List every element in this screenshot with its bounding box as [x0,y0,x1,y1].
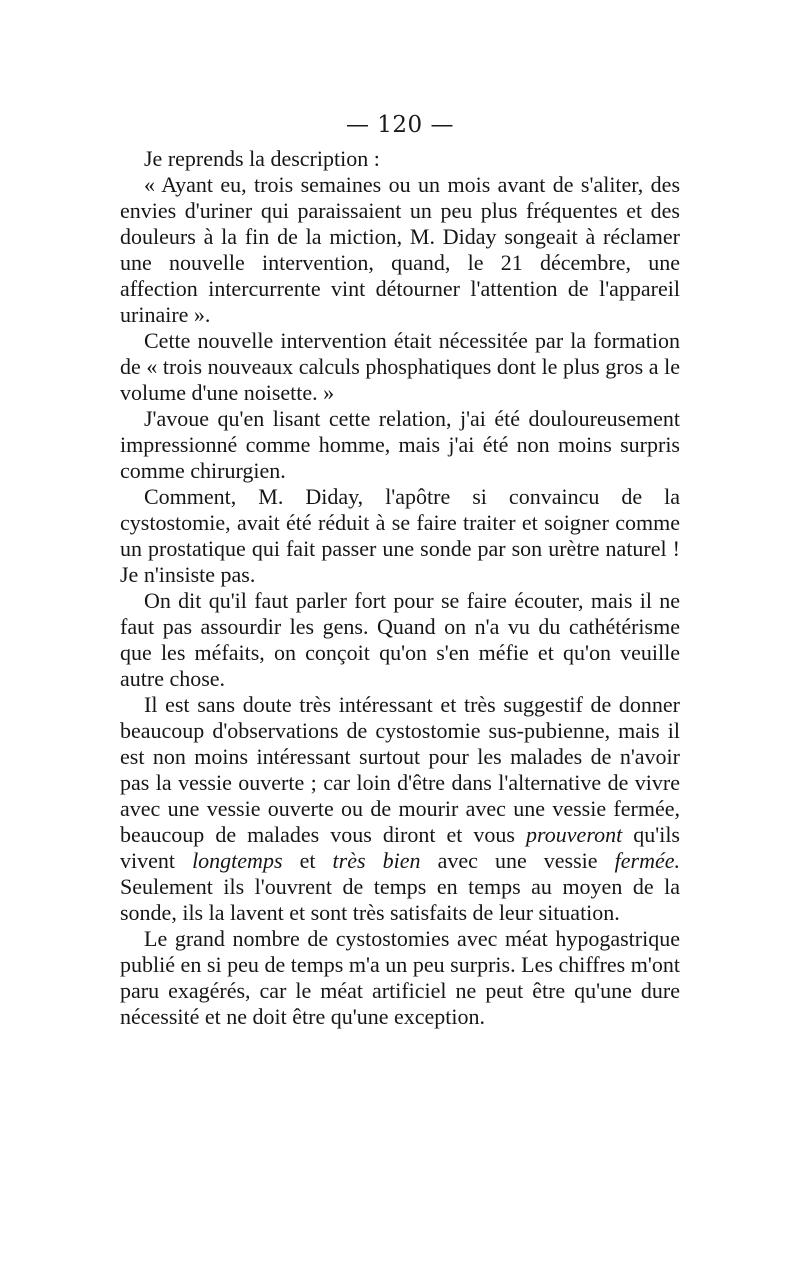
body-text [120,146,680,1030]
paragraph-7-italic-c: très bien [332,848,421,873]
paragraph-6: On dit qu'il faut parler fort pour se faire écouter, mais il ne faut pas assourdir les gens. Quand on n'a vu du cathétérisme que les méfaits, on conçoit qu'on s'en méfie et qu'on veuille autre chose. [120,588,680,691]
paragraph-7-text-c: et [282,848,333,873]
paragraph-7-text-b: qu'ils vivent [120,822,680,873]
paragraph-2: « Ayant eu, trois semaines ou un mois avant de s'aliter, des envies d'uriner qui paraissaient un peu plus fréquentes et des douleurs à la fin de la miction, M. Diday songeait à réclamer une nouvelle intervention, quand, le 21 décembre, une affection intercurrente vint détourner l'attention de l'appareil urinaire ». [120,172,680,327]
page-number: — 120 — [345,112,455,138]
paragraph-7 [120,692,680,926]
paragraph-7-text-e: Seulement ils l'ouvrent de temps en temps au moyen de la sonde, ils la lavent et sont très satisfaits de leur situation. [120,874,680,925]
paragraph-7-text-a: Il est sans doute très intéressant et très suggestif de donner beaucoup d'observations de cystostomie sus-pubienne, mais il est non moins intéressant surtout pour les malades de n'avoir pas la vessie ouverte ; car loin d'être dans l'alternative de vivre avec une vessie ouverte ou de mourir avec une vessie fermée, beaucoup de malades vous diront et vous [120,692,680,847]
paragraph-7-italic-b: longtemps [192,848,283,873]
paragraph-1: Je reprends la description : [144,146,380,171]
paragraph-8: Le grand nombre de cystostomies avec méat hypogastrique publié en si peu de temps m'a un peu surpris. Les chiffres m'ont paru exagérés, car le méat artificiel ne peut être qu'une dure nécessité et ne doit être qu'une exception. [120,926,680,1029]
paragraph-3: Cette nouvelle intervention était nécessitée par la formation de « trois nouveaux calculs phosphatiques dont le plus gros a le volume d'une noisette. » [120,328,680,405]
paragraph-7-italic-a: prouveront [526,822,623,847]
paragraph-4: J'avoue qu'en lisant cette relation, j'ai été douloureusement impressionné comme homme, mais j'ai été non moins surpris comme chirurgien. [120,406,680,483]
paragraph-7-text-d: avec une vessie [420,848,615,873]
paragraph-7-italic-d: fermée. [614,848,680,873]
paragraph-5: Comment, M. Diday, l'apôtre si convaincu de la cystostomie, avait été réduit à se faire traiter et soigner comme un prostatique qui fait passer une sonde par son urètre naturel ! Je n'insiste pas. [120,484,680,587]
